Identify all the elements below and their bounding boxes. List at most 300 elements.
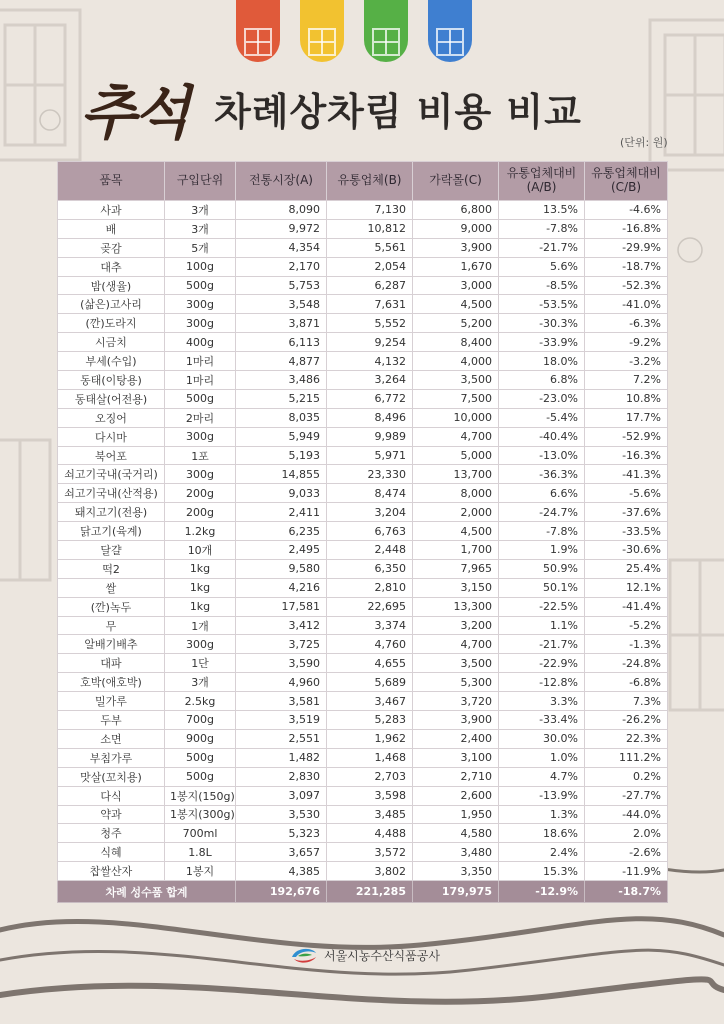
purchase-unit-cell: 3개 <box>165 673 236 692</box>
purchase-unit-cell: 700g <box>165 711 236 730</box>
value-cell: 3,802 <box>327 862 413 881</box>
value-cell: 13,700 <box>413 465 499 484</box>
value-cell: 8,496 <box>327 408 413 427</box>
item-name-cell: (깐)녹두 <box>58 597 165 616</box>
total-cell: 192,676 <box>236 881 327 903</box>
value-cell: 7.3% <box>585 692 668 711</box>
value-cell: 2,448 <box>327 541 413 560</box>
value-cell: -53.5% <box>499 295 585 314</box>
value-cell: 3,150 <box>413 578 499 597</box>
value-cell: 2,703 <box>327 767 413 786</box>
value-cell: -5.4% <box>499 408 585 427</box>
value-cell: 2,054 <box>327 257 413 276</box>
purchase-unit-cell: 1봉지 <box>165 862 236 881</box>
value-cell: 4,132 <box>327 352 413 371</box>
value-cell: 6.8% <box>499 371 585 390</box>
value-cell: -24.8% <box>585 654 668 673</box>
item-name-cell: 맛살(꼬치용) <box>58 767 165 786</box>
item-name-cell: 찹쌀산자 <box>58 862 165 881</box>
purchase-unit-cell: 2마리 <box>165 408 236 427</box>
header-cell: 유통업체대비 (A/B) <box>499 162 585 201</box>
value-cell: 5,215 <box>236 389 327 408</box>
table-row <box>58 541 668 560</box>
item-name-cell: 밀가루 <box>58 692 165 711</box>
value-cell: 8,090 <box>236 201 327 220</box>
value-cell: 9,972 <box>236 219 327 238</box>
value-cell: 22.3% <box>585 729 668 748</box>
value-cell: 13,300 <box>413 597 499 616</box>
item-name-cell: 동태살(어전용) <box>58 389 165 408</box>
price-comparison-table <box>57 161 668 903</box>
table-row <box>58 503 668 522</box>
value-cell: 6,800 <box>413 201 499 220</box>
purchase-unit-cell: 1마리 <box>165 371 236 390</box>
value-cell: -8.5% <box>499 276 585 295</box>
value-cell: 4,500 <box>413 522 499 541</box>
item-name-cell: 배 <box>58 219 165 238</box>
item-name-cell: 소면 <box>58 729 165 748</box>
purchase-unit-cell: 300g <box>165 314 236 333</box>
table-row <box>58 578 668 597</box>
value-cell: 1,950 <box>413 805 499 824</box>
value-cell: 5,323 <box>236 824 327 843</box>
table-row <box>58 862 668 881</box>
table-row <box>58 692 668 711</box>
header-cell: 전통시장(A) <box>236 162 327 201</box>
value-cell: 50.1% <box>499 578 585 597</box>
purchase-unit-cell: 200g <box>165 503 236 522</box>
value-cell: 5,283 <box>327 711 413 730</box>
value-cell: -6.8% <box>585 673 668 692</box>
value-cell: 6,350 <box>327 559 413 578</box>
table-row <box>58 408 668 427</box>
value-cell: -44.0% <box>585 805 668 824</box>
value-cell: 3,204 <box>327 503 413 522</box>
value-cell: 2,400 <box>413 729 499 748</box>
value-cell: 5,193 <box>236 446 327 465</box>
value-cell: -11.9% <box>585 862 668 881</box>
table-row <box>58 711 668 730</box>
value-cell: -52.9% <box>585 427 668 446</box>
value-cell: 4,354 <box>236 238 327 257</box>
table-row <box>58 824 668 843</box>
item-name-cell: (삶은)고사리 <box>58 295 165 314</box>
value-cell: 3,500 <box>413 654 499 673</box>
value-cell: -5.2% <box>585 616 668 635</box>
purchase-unit-cell: 1.8L <box>165 843 236 862</box>
value-cell: 5,200 <box>413 314 499 333</box>
value-cell: -36.3% <box>499 465 585 484</box>
purchase-unit-cell: 1kg <box>165 578 236 597</box>
purchase-unit-cell: 1kg <box>165 597 236 616</box>
item-name-cell: 사과 <box>58 201 165 220</box>
value-cell: -16.3% <box>585 446 668 465</box>
value-cell: 5.6% <box>499 257 585 276</box>
table-row <box>58 484 668 503</box>
table-row <box>58 238 668 257</box>
blue-knot-tag <box>428 0 472 62</box>
value-cell: 10,000 <box>413 408 499 427</box>
value-cell: 3,581 <box>236 692 327 711</box>
page-title <box>80 66 582 150</box>
value-cell: 5,971 <box>327 446 413 465</box>
table-row <box>58 314 668 333</box>
value-cell: 4,960 <box>236 673 327 692</box>
value-cell: 8,400 <box>413 333 499 352</box>
value-cell: -41.0% <box>585 295 668 314</box>
purchase-unit-cell: 500g <box>165 767 236 786</box>
value-cell: 3,657 <box>236 843 327 862</box>
value-cell: 1.0% <box>499 748 585 767</box>
item-name-cell: 약과 <box>58 805 165 824</box>
value-cell: 18.6% <box>499 824 585 843</box>
value-cell: 2,495 <box>236 541 327 560</box>
item-name-cell: 시금치 <box>58 333 165 352</box>
value-cell: -26.2% <box>585 711 668 730</box>
value-cell: 18.0% <box>499 352 585 371</box>
value-cell: 2,830 <box>236 767 327 786</box>
value-cell: 9,033 <box>236 484 327 503</box>
value-cell: 4.7% <box>499 767 585 786</box>
value-cell: 4,760 <box>327 635 413 654</box>
value-cell: 2,170 <box>236 257 327 276</box>
item-name-cell: 부세(수입) <box>58 352 165 371</box>
value-cell: 3,374 <box>327 616 413 635</box>
value-cell: -33.4% <box>499 711 585 730</box>
value-cell: -41.4% <box>585 597 668 616</box>
yellow-knot-tag <box>300 0 344 62</box>
value-cell: -27.7% <box>585 786 668 805</box>
purchase-unit-cell: 1봉지(300g) <box>165 805 236 824</box>
value-cell: -2.6% <box>585 843 668 862</box>
footer-organization <box>290 945 440 965</box>
value-cell: -13.9% <box>499 786 585 805</box>
value-cell: 9,254 <box>327 333 413 352</box>
value-cell: -37.6% <box>585 503 668 522</box>
value-cell: -18.7% <box>585 257 668 276</box>
value-cell: 9,000 <box>413 219 499 238</box>
purchase-unit-cell: 300g <box>165 635 236 654</box>
value-cell: 2,810 <box>327 578 413 597</box>
item-name-cell: 쇠고기국내(국거리) <box>58 465 165 484</box>
value-cell: 2.4% <box>499 843 585 862</box>
value-cell: -7.8% <box>499 219 585 238</box>
table-row <box>58 843 668 862</box>
value-cell: -24.7% <box>499 503 585 522</box>
total-label: 차례 성수품 합계 <box>58 881 236 903</box>
value-cell: 7,130 <box>327 201 413 220</box>
value-cell: 4,385 <box>236 862 327 881</box>
value-cell: 10,812 <box>327 219 413 238</box>
value-cell: 17,581 <box>236 597 327 616</box>
table-row <box>58 333 668 352</box>
value-cell: 3,519 <box>236 711 327 730</box>
item-name-cell: 돼지고기(전용) <box>58 503 165 522</box>
value-cell: -33.5% <box>585 522 668 541</box>
value-cell: 4,216 <box>236 578 327 597</box>
table-row <box>58 767 668 786</box>
header-cell: 유통업체대비 (C/B) <box>585 162 668 201</box>
value-cell: 3,900 <box>413 238 499 257</box>
value-cell: 3,900 <box>413 711 499 730</box>
value-cell: 4,700 <box>413 427 499 446</box>
table-row <box>58 371 668 390</box>
value-cell: -16.8% <box>585 219 668 238</box>
value-cell: -22.5% <box>499 597 585 616</box>
value-cell: 7.2% <box>585 371 668 390</box>
value-cell: 3,572 <box>327 843 413 862</box>
table-row <box>58 616 668 635</box>
value-cell: 2,411 <box>236 503 327 522</box>
value-cell: -7.8% <box>499 522 585 541</box>
table-row <box>58 201 668 220</box>
item-name-cell: 청주 <box>58 824 165 843</box>
value-cell: 22,695 <box>327 597 413 616</box>
value-cell: 3,412 <box>236 616 327 635</box>
value-cell: 8,000 <box>413 484 499 503</box>
item-name-cell: 알배기배추 <box>58 635 165 654</box>
value-cell: 3,100 <box>413 748 499 767</box>
value-cell: -13.0% <box>499 446 585 465</box>
table-row <box>58 295 668 314</box>
value-cell: 5,561 <box>327 238 413 257</box>
value-cell: 0.2% <box>585 767 668 786</box>
item-name-cell: 떡2 <box>58 559 165 578</box>
table-row <box>58 559 668 578</box>
item-name-cell: 곶감 <box>58 238 165 257</box>
value-cell: -4.6% <box>585 201 668 220</box>
value-cell: 5,300 <box>413 673 499 692</box>
value-cell: 2,710 <box>413 767 499 786</box>
value-cell: 2,600 <box>413 786 499 805</box>
value-cell: 8,035 <box>236 408 327 427</box>
value-cell: 4,580 <box>413 824 499 843</box>
value-cell: 3,350 <box>413 862 499 881</box>
value-cell: 3,500 <box>413 371 499 390</box>
header-cell: 유통업체(B) <box>327 162 413 201</box>
item-name-cell: 대파 <box>58 654 165 673</box>
value-cell: 1,468 <box>327 748 413 767</box>
purchase-unit-cell: 500g <box>165 276 236 295</box>
value-cell: 4,877 <box>236 352 327 371</box>
value-cell: 1,700 <box>413 541 499 560</box>
item-name-cell: 무 <box>58 616 165 635</box>
item-name-cell: 쌀 <box>58 578 165 597</box>
value-cell: 3,720 <box>413 692 499 711</box>
item-name-cell: 대추 <box>58 257 165 276</box>
purchase-unit-cell: 1봉지(150g) <box>165 786 236 805</box>
value-cell: 4,655 <box>327 654 413 673</box>
purchase-unit-cell: 1포 <box>165 446 236 465</box>
value-cell: 25.4% <box>585 559 668 578</box>
value-cell: 1,962 <box>327 729 413 748</box>
table-row <box>58 427 668 446</box>
value-cell: 3,486 <box>236 371 327 390</box>
item-name-cell: 식혜 <box>58 843 165 862</box>
value-cell: -12.8% <box>499 673 585 692</box>
table-row <box>58 352 668 371</box>
value-cell: -52.3% <box>585 276 668 295</box>
value-cell: -33.9% <box>499 333 585 352</box>
purchase-unit-cell: 1마리 <box>165 352 236 371</box>
value-cell: 3,598 <box>327 786 413 805</box>
title-main-text: 차례상차림 비용 비교 <box>214 89 582 134</box>
value-cell: -5.6% <box>585 484 668 503</box>
table-row <box>58 257 668 276</box>
value-cell: 2,000 <box>413 503 499 522</box>
total-cell: -18.7% <box>585 881 668 903</box>
purchase-unit-cell: 400g <box>165 333 236 352</box>
value-cell: -6.3% <box>585 314 668 333</box>
purchase-unit-cell: 500g <box>165 748 236 767</box>
value-cell: -30.3% <box>499 314 585 333</box>
item-name-cell: 두부 <box>58 711 165 730</box>
value-cell: -3.2% <box>585 352 668 371</box>
purchase-unit-cell: 700ml <box>165 824 236 843</box>
value-cell: 3,200 <box>413 616 499 635</box>
value-cell: 2,551 <box>236 729 327 748</box>
value-cell: 1,670 <box>413 257 499 276</box>
value-cell: 1.9% <box>499 541 585 560</box>
table-row <box>58 748 668 767</box>
table-row <box>58 389 668 408</box>
item-name-cell: 오징어 <box>58 408 165 427</box>
value-cell: 15.3% <box>499 862 585 881</box>
purchase-unit-cell: 200g <box>165 484 236 503</box>
value-cell: 7,500 <box>413 389 499 408</box>
item-name-cell: 닭고기(육계) <box>58 522 165 541</box>
table-row <box>58 729 668 748</box>
value-cell: 3,097 <box>236 786 327 805</box>
value-cell: -30.6% <box>585 541 668 560</box>
header-cell: 구입단위 <box>165 162 236 201</box>
purchase-unit-cell: 1단 <box>165 654 236 673</box>
header-cell: 가락몰(C) <box>413 162 499 201</box>
value-cell: 23,330 <box>327 465 413 484</box>
total-cell: 179,975 <box>413 881 499 903</box>
purchase-unit-cell: 300g <box>165 427 236 446</box>
purchase-unit-cell: 10개 <box>165 541 236 560</box>
table-row <box>58 635 668 654</box>
value-cell: 3,590 <box>236 654 327 673</box>
title-brush-calligraphy: 추석 <box>80 79 189 147</box>
item-name-cell: 밤(생율) <box>58 276 165 295</box>
table-row <box>58 219 668 238</box>
total-cell: -12.9% <box>499 881 585 903</box>
item-name-cell: 쇠고기국내(산적용) <box>58 484 165 503</box>
unit-note: (단위: 원) <box>620 136 668 149</box>
value-cell: 1.1% <box>499 616 585 635</box>
value-cell: -41.3% <box>585 465 668 484</box>
value-cell: 3,548 <box>236 295 327 314</box>
table-row <box>58 465 668 484</box>
value-cell: 7,965 <box>413 559 499 578</box>
value-cell: 5,949 <box>236 427 327 446</box>
table-row <box>58 276 668 295</box>
value-cell: 6,235 <box>236 522 327 541</box>
purchase-unit-cell: 300g <box>165 465 236 484</box>
value-cell: 3,467 <box>327 692 413 711</box>
table-row <box>58 654 668 673</box>
value-cell: 4,700 <box>413 635 499 654</box>
purchase-unit-cell: 3개 <box>165 219 236 238</box>
table-header-row <box>58 162 668 201</box>
item-name-cell: 동태(이탕용) <box>58 371 165 390</box>
value-cell: 6.6% <box>499 484 585 503</box>
item-name-cell: 부침가루 <box>58 748 165 767</box>
purchase-unit-cell: 500g <box>165 389 236 408</box>
value-cell: 30.0% <box>499 729 585 748</box>
table-row <box>58 446 668 465</box>
table-row <box>58 673 668 692</box>
total-row <box>58 881 668 903</box>
value-cell: 111.2% <box>585 748 668 767</box>
value-cell: 3,485 <box>327 805 413 824</box>
purchase-unit-cell: 3개 <box>165 201 236 220</box>
value-cell: -21.7% <box>499 635 585 654</box>
purchase-unit-cell: 2.5kg <box>165 692 236 711</box>
value-cell: 6,772 <box>327 389 413 408</box>
red-knot-tag <box>236 0 280 62</box>
value-cell: 6,113 <box>236 333 327 352</box>
value-cell: 7,631 <box>327 295 413 314</box>
value-cell: -21.7% <box>499 238 585 257</box>
value-cell: 3,530 <box>236 805 327 824</box>
value-cell: 5,552 <box>327 314 413 333</box>
value-cell: 8,474 <box>327 484 413 503</box>
table-row <box>58 597 668 616</box>
purchase-unit-cell: 1개 <box>165 616 236 635</box>
purchase-unit-cell: 1.2kg <box>165 522 236 541</box>
value-cell: 5,689 <box>327 673 413 692</box>
value-cell: 10.8% <box>585 389 668 408</box>
value-cell: -29.9% <box>585 238 668 257</box>
value-cell: 4,500 <box>413 295 499 314</box>
value-cell: 3,871 <box>236 314 327 333</box>
value-cell: 2.0% <box>585 824 668 843</box>
item-name-cell: (깐)도라지 <box>58 314 165 333</box>
purchase-unit-cell: 1kg <box>165 559 236 578</box>
green-knot-tag <box>364 0 408 62</box>
value-cell: 50.9% <box>499 559 585 578</box>
value-cell: 3,725 <box>236 635 327 654</box>
value-cell: 5,753 <box>236 276 327 295</box>
value-cell: 3,480 <box>413 843 499 862</box>
table-row <box>58 805 668 824</box>
table-row <box>58 786 668 805</box>
value-cell: 3,000 <box>413 276 499 295</box>
value-cell: 12.1% <box>585 578 668 597</box>
decorative-color-tags <box>236 0 472 62</box>
value-cell: 6,287 <box>327 276 413 295</box>
value-cell: 1.3% <box>499 805 585 824</box>
value-cell: -40.4% <box>499 427 585 446</box>
value-cell: 17.7% <box>585 408 668 427</box>
value-cell: -22.9% <box>499 654 585 673</box>
value-cell: 6,763 <box>327 522 413 541</box>
purchase-unit-cell: 300g <box>165 295 236 314</box>
total-cell: 221,285 <box>327 881 413 903</box>
purchase-unit-cell: 5개 <box>165 238 236 257</box>
value-cell: 1,482 <box>236 748 327 767</box>
value-cell: 4,000 <box>413 352 499 371</box>
item-name-cell: 다시마 <box>58 427 165 446</box>
value-cell: 9,580 <box>236 559 327 578</box>
item-name-cell: 북어포 <box>58 446 165 465</box>
header-cell: 품목 <box>58 162 165 201</box>
item-name-cell: 호박(애호박) <box>58 673 165 692</box>
value-cell: -9.2% <box>585 333 668 352</box>
